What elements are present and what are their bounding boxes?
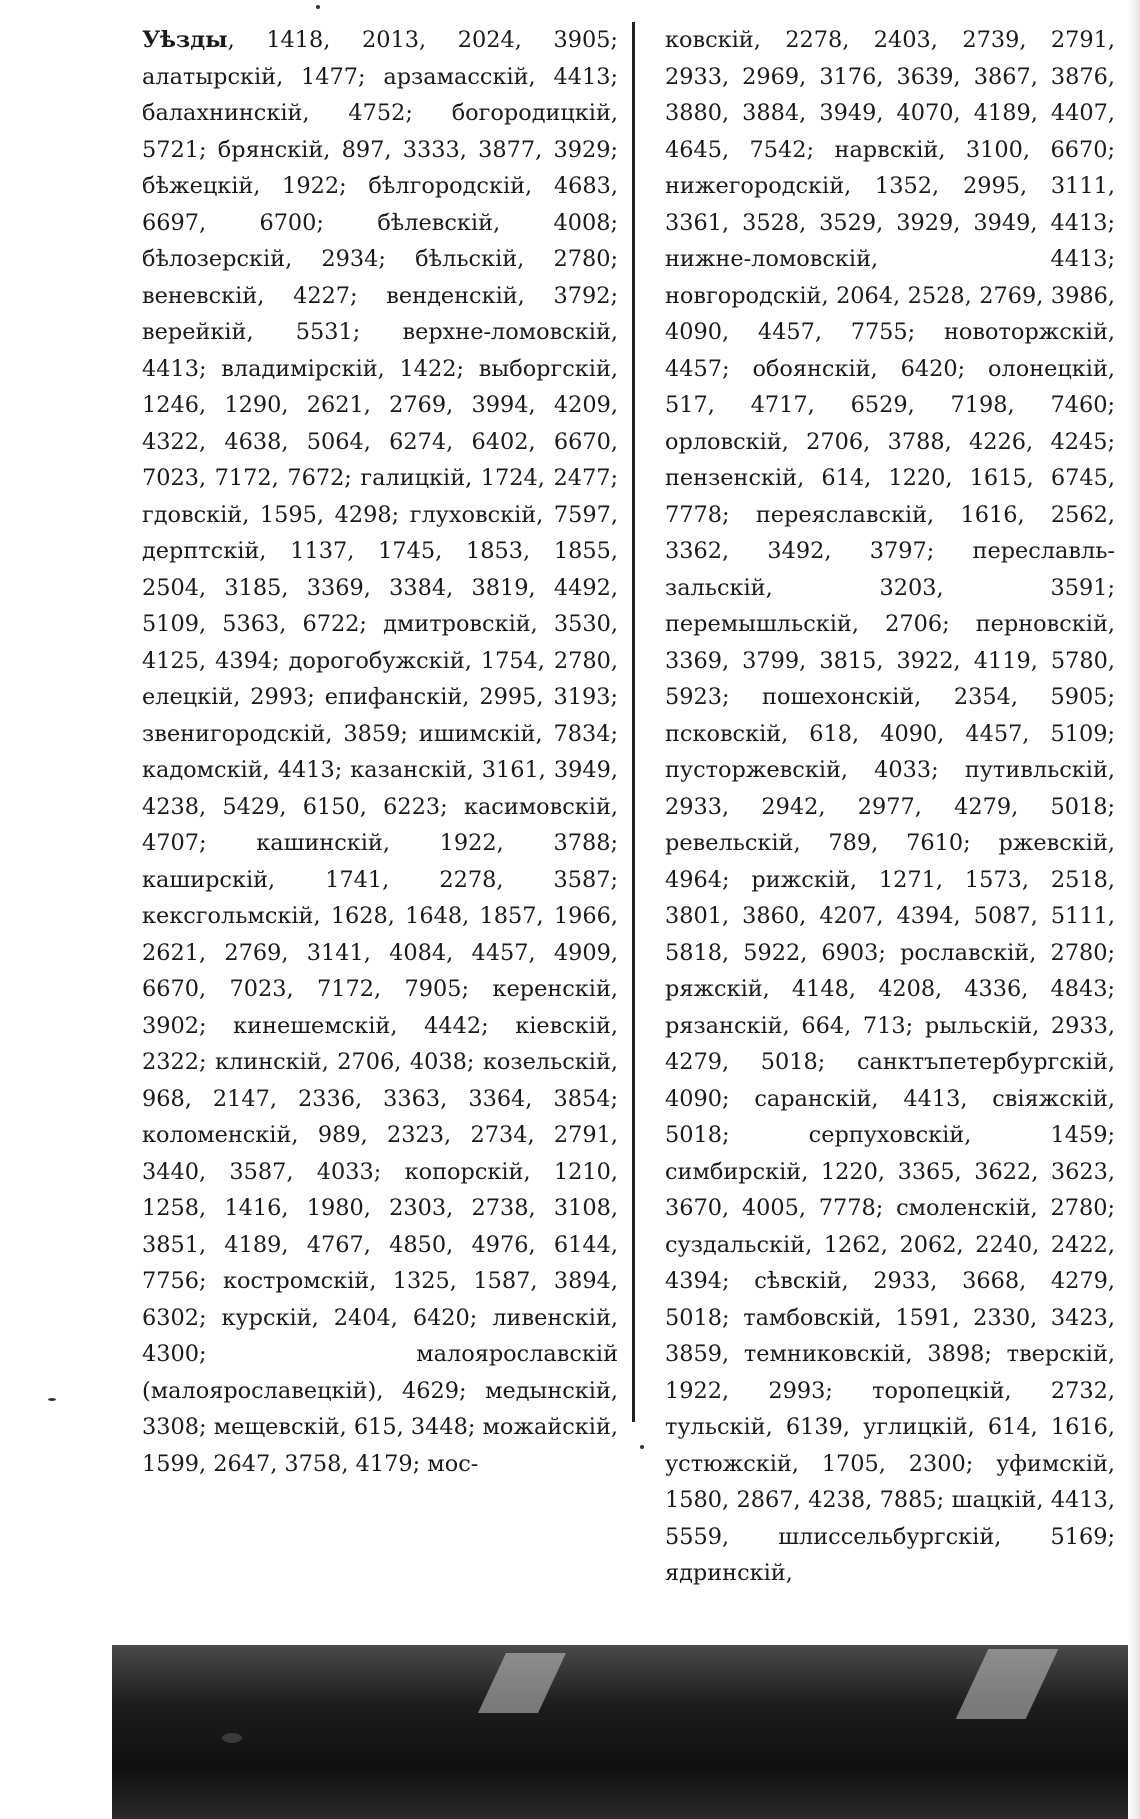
scan-glare	[956, 1649, 1059, 1719]
page-edge-shadow	[1128, 0, 1140, 1819]
scan-speck	[48, 1398, 56, 1401]
index-paragraph-right	[665, 22, 1115, 1592]
index-entries-right: ковскій, 2278, 2403, 2739, 2791, 2933, 2969, 3176, 3639, 3867, 3876, 3880, 3884, 3949, 4070, 4189, 4407, 4645, 7542; нарвскій, 3100, 6670; нижегородскій, 1352, 2995, 3111, 3361, 3528, 3529, 3929, 3949, 4413; нижне-ломовскій, 4413; новгородскій, 2064, 2528, 2769, 3986, 4090, 4457, 7755; новоторжскій, 4457; обоянскій, 6420; олонецкій, 517, 4717, 6529, 7198, 7460; орловскій, 2706, 3788, 4226, 4245; пензенскій, 614, 1220, 1615, 6745, 7778; переяславскій, 1616, 2562, 3362, 3492, 3797; переславль-зальскій, 3203, 3591; перемышльскій, 2706; перновскій, 3369, 3799, 3815, 3922, 4119, 5780, 5923; пошехонскій, 2354, 5905; псковскій, 618, 4090, 4457, 5109; пусторжевскій, 4033; путивльскій, 2933, 2942, 2977, 4279, 5018; ревельскій, 789, 7610; ржевскій, 4964; рижскій, 1271, 1573, 2518, 3801, 3860, 4207, 4394, 5087, 5111, 5818, 5922, 6903; рославскій, 2780; ряжскій, 4148, 4208, 4336, 4843; рязанскій, 664, 713; рыльскій, 2933, 4279, 5018; санктъпетербургскій, 4090; саранскій, 4413, свіяжскій, 5018; серпуховскій, 1459; симбирскій, 1220, 3365, 3622, 3623, 3670, 4005, 7778; смоленскій, 2780; суздальскій, 1262, 2062, 2240, 2422, 4394; сѣвскій, 2933, 3668, 4279, 5018; тамбовскій, 1591, 2330, 3423, 3859, темниковскій, 3898; тверскій, 1922, 2993; торопецкій, 2732, тульскій, 6139, углицкій, 614, 1616, устюжскій, 1705, 2300; уфимскій, 1580, 2867, 4238, 7885; шацкій, 4413, 5559, шлиссельбургскій, 5169; ядринскій,	[665, 27, 1115, 1586]
column-divider	[632, 22, 635, 1422]
index-heading: Уѣзды	[142, 27, 228, 53]
scan-dark-band	[112, 1645, 1140, 1819]
index-column-left	[142, 22, 618, 1482]
scan-glare	[478, 1653, 566, 1713]
scan-speck	[222, 1733, 242, 1743]
scan-speck	[640, 1445, 644, 1449]
index-entries-left: 1418, 2013, 2024, 3905; алатырскій, 1477; арзамасскій, 4413; балахнинскій, 4752; богородицкій, 5721; брянскій, 897, 3333, 3877, 3929; бѣжецкій, 1922; бѣлгородскій, 4683, 6697, 6700; бѣлевскій, 4008; бѣлозерскій, 2934; бѣльскій, 2780; веневскій, 4227; венденскій, 3792; верейкій, 5531; верхне-ломовскій, 4413; владимірскій, 1422; выборгскій, 1246, 1290, 2621, 2769, 3994, 4209, 4322, 4638, 5064, 6274, 6402, 6670, 7023, 7172, 7672; галицкій, 1724, 2477; гдовскій, 1595, 4298; глуховскій, 7597, дерптскій, 1137, 1745, 1853, 1855, 2504, 3185, 3369, 3384, 3819, 4492, 5109, 5363, 6722; дмитровскій, 3530, 4125, 4394; дорогобужскій, 1754, 2780, елецкій, 2993; епифанскій, 2995, 3193; звенигородскій, 3859; ишимскій, 7834; кадомскій, 4413; казанскій, 3161, 3949, 4238, 5429, 6150, 6223; касимовскій, 4707; кашинскій, 1922, 3788; каширскій, 1741, 2278, 3587; кексгольмскій, 1628, 1648, 1857, 1966, 2621, 2769, 3141, 4084, 4457, 4909, 6670, 7023, 7172, 7905; керенскій, 3902; кинешемскій, 4442; кіевскій, 2322; клинскій, 2706, 4038; козельскій, 968, 2147, 2336, 3363, 3364, 3854; коломенскій, 989, 2323, 2734, 2791, 3440, 3587, 4033; копорскій, 1210, 1258, 1416, 1980, 2303, 2738, 3108, 3851, 4189, 4767, 4850, 4976, 6144, 7756; костромскій, 1325, 1587, 3894, 6302; курскій, 2404, 6420; ливенскій, 4300; малоярославскій (малоярославецкій), 4629; медынскій, 3308; мещевскій, 615, 3448; можайскій, 1599, 2647, 3758, 4179; мос-	[142, 27, 618, 1477]
index-paragraph-left: Уѣзды, 1418, 2013, 2024, 3905; алатырскій, 1477; арзамасскій, 4413; балахнинскій, 4752; богородицкій, 5721; брянскій, 897, 3333, 3877, 3929; бѣжецкій, 1922; бѣлгородскій, 4683, 6697, 6700; бѣлевскій, 4008; бѣлозерскій, 2934; бѣльскій, 2780; веневскій, 4227; венденскій, 3792; верейкій, 5531; верхне-ломовскій, 4413; владимірскій, 1422; выборгскій, 1246, 1290, 2621, 2769, 3994, 4209, 4322, 4638, 5064, 6274, 6402, 6670, 7023, 7172, 7672; галицкій, 1724, 2477; гдовскій, 1595, 4298; глуховскій, 7597, дерптскій, 1137, 1745, 1853, 1855, 2504, 3185, 3369, 3384, 3819, 4492, 5109, 5363, 6722; дмитровскій, 3530, 4125, 4394; дорогобужскій, 1754, 2780, елецкій, 2993; епифанскій, 2995, 3193; звенигородскій, 3859; ишимскій, 7834; кадомскій, 4413; казанскій, 3161, 3949, 4238, 5429, 6150, 6223; касимовскій, 4707; кашинскій, 1922, 3788; каширскій, 1741, 2278, 3587; кексгольмскій, 1628, 1648, 1857, 1966, 2621, 2769, 3141, 4084, 4457, 4909, 6670, 7023, 7172, 7905; керенскій, 3902; кинешемскій, 4442; кіевскій, 2322; клинскій, 2706, 4038; козельскій, 968, 2147, 2336, 3363, 3364, 3854; коломенскій, 989, 2323, 2734, 2791, 3440, 3587, 4033; копорскій, 1210, 1258, 1416, 1980, 2303, 2738, 3108, 3851, 4189, 4767, 4850, 4976, 6144, 7756; костромскій, 1325, 1587, 3894, 6302; курскій, 2404, 6420; ливенскій, 4300; малоярославскій (малоярославецкій), 4629; медынскій, 3308; мещевскій, 615, 3448; можайскій, 1599, 2647, 3758, 4179; мос-	[142, 27, 618, 1477]
index-column-right	[665, 22, 1115, 1592]
scan-speck	[316, 5, 320, 9]
